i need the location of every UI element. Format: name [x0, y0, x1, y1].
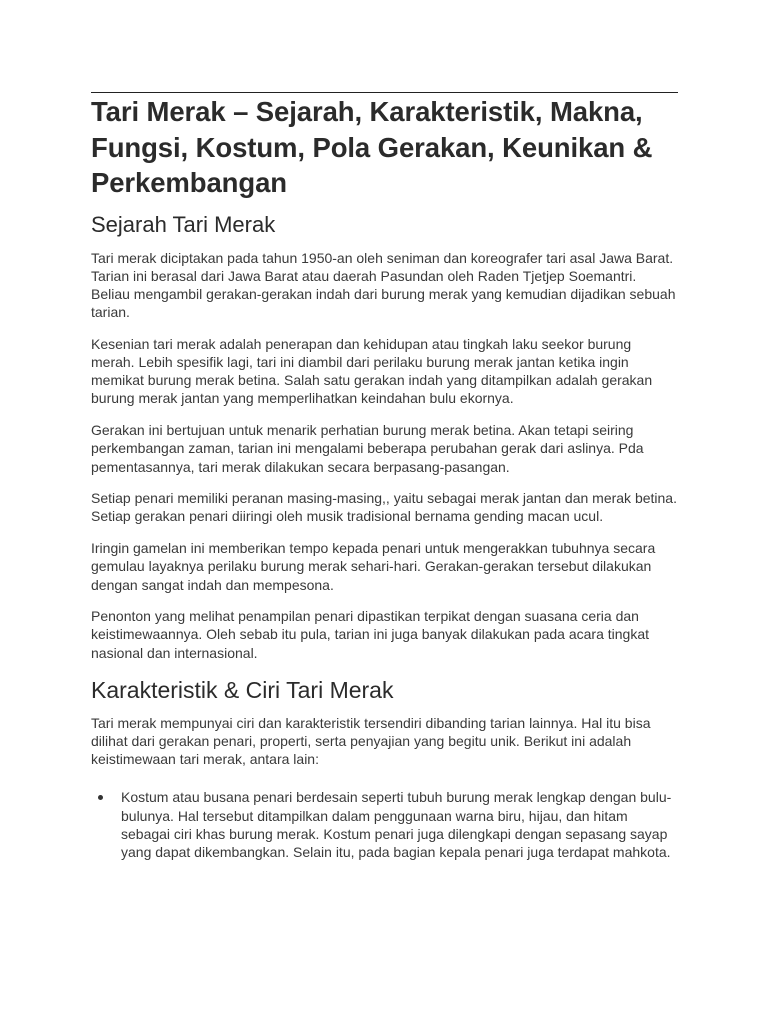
bullet-icon — [98, 795, 103, 800]
section-heading-karakteristik: Karakteristik & Ciri Tari Merak — [91, 676, 394, 703]
paragraph: Iringin gamelan ini memberikan tempo kepada penari untuk mengerakkan tubuhnya secara gemulau layaknya perilaku burung merak sehari-hari. Gerakan-gerakan tersebut dilakukan dengan sangat indah dan mempesona. — [91, 540, 656, 593]
paragraph: Tari merak diciptakan pada tahun 1950-an oleh seniman dan koreografer tari asal Jawa Barat. Tarian ini berasal dari Jawa Barat atau daerah Pasundan oleh Raden Tjetjep Soemantri. Beliau mengambil gerakan-gerakan indah dari burung merak yang kemudian dijadikan sebuah tarian. — [91, 249, 676, 321]
paragraph: Penonton yang melihat penampilan penari dipastikan terpikat dengan suasana ceria dan keistimewaannya. Oleh sebab itu pula, tarian ini juga banyak dilakukan pada acara tingkat nasional dan internasional. — [91, 608, 650, 661]
section-heading-sejarah: Sejarah Tari Merak — [91, 211, 276, 237]
paragraph: Kesenian tari merak adalah penerapan dan kehidupan atau tingkah laku seekor burung merah. Lebih spesifik lagi, tari ini diambil dari perilaku burung merak jantan ketika ingin memikat burung merak betina. Salah satu gerakan indah yang ditampilkan adalah gerakan burung merak jantan yang memperlihatkan keindahan bulu ekornya. — [91, 335, 653, 407]
list-item-text: Kostum atau busana penari berdesain seperti tubuh burung merak lengkap dengan bulu-bulunya. Hal tersebut ditampilkan dalam penggunaan warna biru, hijau, dan hitam sebagai ciri khas burung merak. Kostum penari juga dilengkapi dengan sepasang sayap yang dapat dikembangkan. Selain itu, pada bagian kepala penari juga terdapat mahkota. — [121, 789, 672, 861]
paragraph: Gerakan ini bertujuan untuk menarik perhatian burung merak betina. Akan tetapi seiring perkembangan zaman, tarian ini mengalami beberapa perubahan gerak dari aslinya. Pda pementasannya, tari merak dilakukan secara berpasang-pasangan. — [91, 422, 644, 475]
list-item — [91, 788, 678, 861]
paragraph: Setiap penari memiliki peranan masing-masing,, yaitu sebagai merak jantan dan merak betina. Setiap gerakan penari diiringi oleh musik tradisional bernama gending macan ucul. — [91, 490, 677, 525]
bullet-list — [91, 788, 678, 861]
document-page — [91, 92, 678, 861]
page-title: Tari Merak – Sejarah, Karakteristik, Makna, Fungsi, Kostum, Pola Gerakan, Keunikan & Perkembangan — [91, 96, 653, 198]
paragraph: Tari merak mempunyai ciri dan karakteristik tersendiri dibanding tarian lainnya. Hal itu bisa dilihat dari gerakan penari, properti, serta penyajian yang begitu unik. Berikut ini adalah keistimewaan tari merak, antara lain: — [91, 714, 651, 768]
